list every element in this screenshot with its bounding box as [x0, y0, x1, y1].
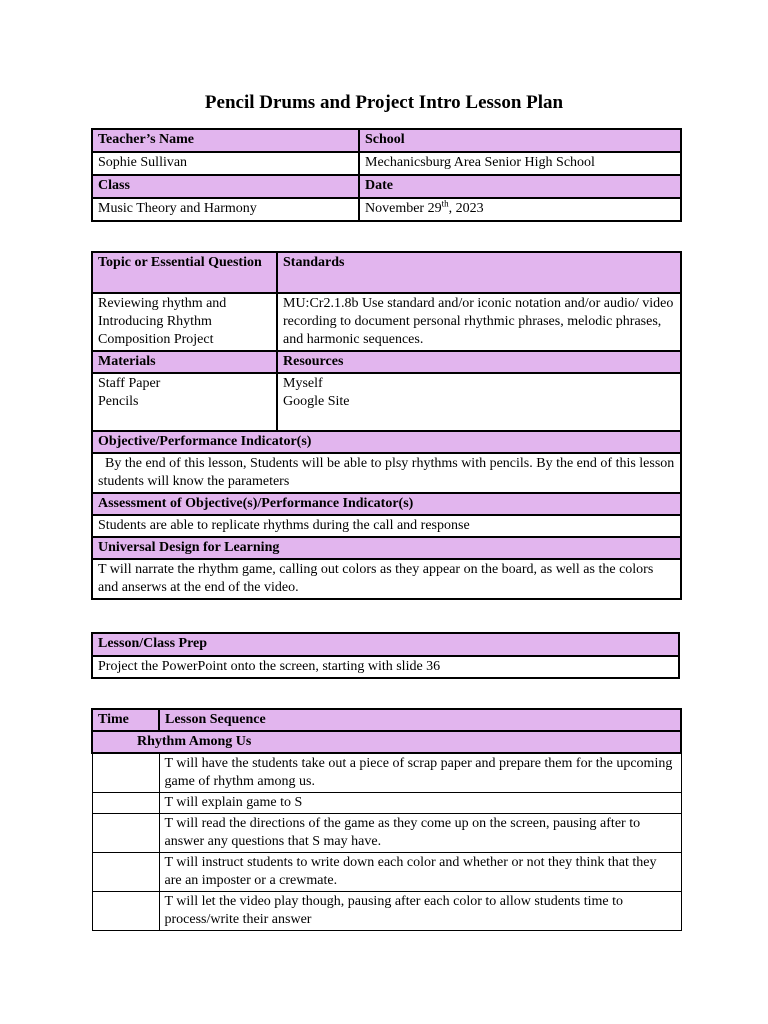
sequence-step: T will explain game to S — [159, 793, 681, 814]
table-row — [92, 892, 681, 931]
time-cell — [92, 853, 159, 892]
teacher-info-table — [91, 128, 682, 222]
lesson-prep-table — [91, 632, 680, 679]
date-value — [359, 198, 681, 221]
resources-list — [277, 373, 681, 431]
teacher-name-label: Teacher’s Name — [92, 129, 359, 152]
date-month-day: November 29 — [365, 201, 442, 216]
time-cell — [92, 793, 159, 814]
sequence-step: T will have the students take out a piece of scrap paper and prepare them for the upcoming game of rhythm among us. — [159, 753, 681, 793]
lesson-sequence-header: Lesson Sequence — [159, 709, 681, 731]
lesson-plan-table — [91, 251, 682, 600]
school-label: School — [359, 129, 681, 152]
resources-label: Resources — [277, 351, 681, 373]
document-title: Pencil Drums and Project Intro Lesson Plan — [204, 92, 564, 113]
date-ordinal-suffix: th — [441, 198, 449, 209]
topic-value: Reviewing rhythm and Introducing Rhythm Composition Project — [92, 293, 277, 351]
objective-value: By the end of this lesson, Students will be able to plsy rhythms with pencils. By the end of this lesson students will know the parameters — [92, 453, 681, 493]
lesson-prep-label: Lesson/Class Prep — [92, 633, 679, 656]
table-row — [92, 753, 681, 793]
materials-item: Pencils — [98, 394, 139, 409]
materials-list — [92, 373, 277, 431]
table-row — [92, 853, 681, 892]
udl-value: T will narrate the rhythm game, calling out colors as they appear on the board, as well as the colors and anserws at the end of the video. — [92, 559, 681, 599]
materials-item: Staff Paper — [98, 376, 161, 391]
sequence-step: T will let the video play though, pausing after each color to allow students time to process/write their answer — [159, 892, 681, 931]
assessment-label: Assessment of Objective(s)/Performance Indicator(s) — [92, 493, 681, 515]
table-row — [92, 814, 681, 853]
date-label: Date — [359, 175, 681, 198]
udl-label: Universal Design for Learning — [92, 537, 681, 559]
class-value: Music Theory and Harmony — [92, 198, 359, 221]
materials-label: Materials — [92, 351, 277, 373]
time-cell — [92, 814, 159, 853]
objective-label: Objective/Performance Indicator(s) — [92, 431, 681, 453]
standards-label: Standards — [277, 252, 681, 293]
standards-value: MU:Cr2.1.8b Use standard and/or iconic notation and/or audio/ video recording to document personal rhythmic phrases, melodic phrases, and harmonic sequences. — [277, 293, 681, 351]
class-label: Class — [92, 175, 359, 198]
teacher-name-value: Sophie Sullivan — [92, 152, 359, 175]
lesson-prep-value: Project the PowerPoint onto the screen, starting with slide 36 — [92, 656, 679, 678]
date-year: , 2023 — [448, 201, 484, 216]
resources-item: Myself — [283, 376, 323, 391]
time-cell — [92, 892, 159, 931]
table-row — [92, 793, 681, 814]
sequence-step: T will read the directions of the game as they come up on the screen, pausing after to answer any questions that S may have. — [159, 814, 681, 853]
time-cell — [92, 753, 159, 793]
topic-label: Topic or Essential Question — [92, 252, 277, 293]
assessment-value: Students are able to replicate rhythms during the call and response — [92, 515, 681, 537]
sequence-step: T will instruct students to write down each color and whether or not they think that they are an imposter or a crewmate. — [159, 853, 681, 892]
section-header: Rhythm Among Us — [92, 731, 681, 753]
resources-item: Google Site — [283, 394, 350, 409]
school-value: Mechanicsburg Area Senior High School — [359, 152, 681, 175]
time-header: Time — [92, 709, 159, 731]
lesson-sequence-table — [91, 708, 682, 931]
